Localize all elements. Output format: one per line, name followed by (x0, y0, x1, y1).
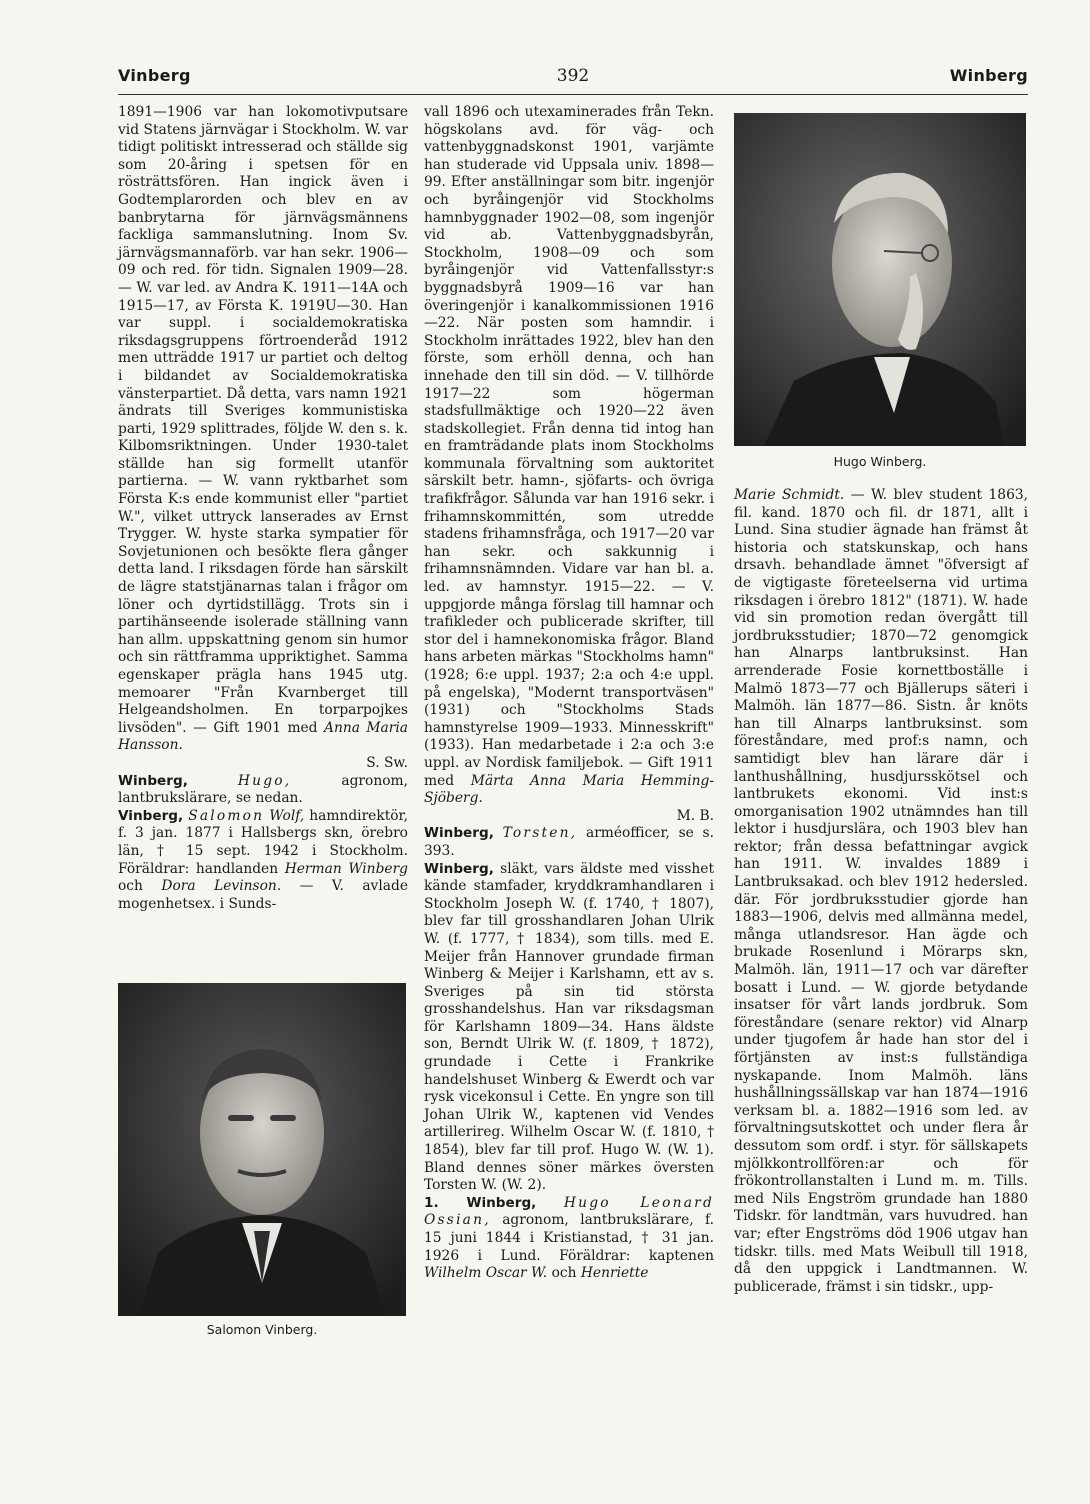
entry-winberg-family (424, 861, 714, 1195)
portrait-salomon-vinberg (118, 983, 406, 1316)
running-head-right: Winberg (949, 66, 1028, 85)
father-name: Wilhelm Oscar W. (424, 1265, 548, 1282)
entry-given-name: Hugo, (237, 772, 292, 789)
entry-headword: Winberg, (424, 860, 494, 877)
conjunction: och (118, 878, 143, 895)
entry-hugo-winberg (424, 1195, 714, 1283)
entry-text: hamndirektör, f. 3 jan. 1877 i Hallsbergs skn, örebro län, † 15 sept. 1942 i Stockholm. Föräldrar: handlanden (118, 807, 409, 877)
mother-name-end: Marie Schmidt. (734, 487, 845, 503)
mother-name: Henriette (580, 1265, 649, 1282)
entry-headword: Vinberg, (118, 807, 184, 824)
entry-given-name: Hugo Leonard Ossian, (424, 1194, 715, 1229)
spouse-name: Märta Anna Maria Hemming-Sjöberg. (424, 772, 714, 807)
entry-text: släkt, vars äldste med visshet kände stamfader, kryddkramhandlaren i Stockholm Joseph W. (f. 1740, † 1807), blev far till grosshandlaren Johan Ulrik W. (f. 1777, † 1834), som tills. med E. Meijer från Hannover grundade firman Winberg & Meijer i Karlshamn, ett av s. Sveriges på sin tid största grosshandelshus. Han var riksdagsman för Karlshamn 1809—34. Hans äldste son, Berndt Ulrik W. (f. 1809, † 1872), grundade i Cette i Frankrike handelshuset Winberg & Ewerdt och var rysk vicekonsul i Cette. En yngre son till Johan Ulrik W., kaptenen vid Vendes artillerireg. Wilhelm Oscar W. (f. 1810, † 1854), blev far till prof. Hugo W. (W. 1). Bland dennes söner märkes översten Torsten W. (W. 2). (424, 860, 714, 1194)
entry-headword: 1. Winberg, (424, 1194, 537, 1211)
entry-given-name: Salomon (188, 807, 265, 824)
author-signature: M. B. (676, 807, 714, 824)
paragraph-text: 1891—1906 var han lokomotivputsare vid Statens järnvägar i Stockholm. W. var tidigt politiskt intresserad och ställde sig som 20-åring i spetsen för en rösträttsfören. Han ingick även i Godtemplarorden och blev en av banbrytarna för järnvägsmännens fackliga sammanslutning. Inom Sv. järnvägsmannaförb. var han sekr. 1906—09 och red. för tidn. Signalen 1909—28. — W. var led. av Andra K. 1911—14A och 1915—17, av Första K. 1919U—30. Han var suppl. i socialdemokratiska riksdagsgruppens förtroenderåd 1912 men utträdde 1917 ur partiet och deltog i bildandet av Socialdemokratiska vänsterpartiet. Då detta, vars namn 1921 ändrats till Sveriges kommunistiska parti, 1929 splittrades, följde W. den s. k. Kilbomsriktningen. Under 1930-talet ställde han sig formellt utanför partierna. — W. vann ryktbarhet som Första K:s ende kommunist eller "partiet W.", vilket uttryck lanserades av Ernst Trygger. W. hyste starka sympatier för Sovjetunionen och besökte flera gånger detta land. I riksdagen förde han särskilt de lägre statstjänarnas talan i frågor om löner och dyrtidstillägg. Trots sin i partihänseende isolerade ställning vann han allm. uppskattning genom sin humor och sin rättframma uppriktighet. Samma egenskaper prägla hans 1945 utg. memoarer "Från Kvarnberget till Helgeandsholmen. En torparpojkes livsöden". — Gift 1901 med (118, 104, 408, 736)
page-header (118, 62, 1028, 92)
entry-text-tail: — V. avlade mogenhetsex. i Sunds- (118, 878, 408, 912)
spouse-name: Anna Maria Hansson. (118, 719, 409, 754)
conjunction: och (551, 1265, 577, 1282)
running-head-left: Vinberg (118, 66, 191, 85)
hugo-biography-continued (734, 487, 1028, 1296)
column-1 (118, 104, 408, 913)
salomon-biography-continued (424, 104, 714, 825)
entry-torsten-crossref (424, 825, 714, 860)
father-name: Herman Winberg (284, 860, 408, 877)
entry-given-name: Torsten, (502, 825, 578, 842)
vinberg-biography-end (118, 104, 408, 773)
paragraph-text: vall 1896 och utexaminerades från Tekn. högskolans avd. för väg- och vattenbyggnadskonst 1901, varjämte han studerade vid Uppsala univ. 1898—99. Efter anställningar som bitr. ingenjör och byråingenjör vid Stockholms hamnbyggnader 1902—08, som ingenjör vid ab. Vattenbyggnadsbyrån, Stockholm, 1908—09 och som byråingenjör vid Vattenfallsstyr:s byggnadsbyrå 1909—16 var han överingenjör i kanalkommissionen 1916—22. När posten som hamndir. i Stockholm inrättades 1922, blev han den förste, som erhöll denna, och han innehade den till sin död. — V. tillhörde 1917—22 som högerman stadsfullmäktige och 1920—22 även stadskollegiet. Från denna tid intog han en framträdande plats inom Stockholms kommunala förvaltning som auktoritet särskilt betr. hamn-, sjöfarts- och övriga trafikfrågor. Sålunda var han 1916 sekr. i frihamnskommittén, som utredde stadens frihamnsfråga, och 1917—20 var han sekr. och sakkunnig i frihamnsnämnden. Vidare var han bl. a. led. av hamnstyr. 1915—22. — V. uppgjorde många förslag till hamnar och trafikleder och publicerade skrifter, till stor del i hamnekonomiska frågor. Bland hans arbeten märkas "Stockholms hamn" (1928; 6:e uppl. 1937; 2:a och 4:e uppl. på engelska), "Modernt transportväsen" (1931) och "Stockholms Stads hamnstyrelse 1909—1933. Minnesskrift" (1933). Han medarbetade i 2:a och 3:e uppl. av Nordisk familjebok. — Gift 1911 med (424, 104, 714, 789)
author-signature: S. Sw. (366, 754, 408, 771)
entry-text: arméofficer, se s. 393. (424, 825, 714, 859)
entry-headword: Winberg, (424, 825, 494, 842)
column-3 (734, 487, 1028, 1296)
entry-middle-name: Wolf, (269, 807, 305, 824)
entry-hugo-crossref (118, 773, 408, 808)
photo-caption-salomon: Salomon Vinberg. (206, 1322, 318, 1337)
portrait-hugo-winberg (734, 113, 1026, 446)
entry-text: agronom, lantbrukslärare, f. 15 juni 1844 i Kristianstad, † 31 jan. 1926 i Lund. Föräldrar: kaptenen (424, 1212, 714, 1264)
entry-salomon (118, 808, 408, 914)
paragraph-text: — W. blev student 1863, fil. kand. 1870 och fil. dr 1871, allt i Lund. Sina studier ägnade han främst åt historia och statskunskap, och hans drsavh. behandlade ämnet "öfversigt af de vigtigaste företeelserna vid urtima riksdagen i örebro 1812" (1871). W. hade vid sin promotion redan övergått till jordbruksstudier; 1870—72 genomgick han Alnarps lantbruksinst. Han arrenderade Fosie kornettboställe i Malmö 1873—77 och Bjällerups säteri i Malmöh. län 1877—86. Sistn. år knöts han till Alnarps lantbruksinst. som föreståndare, med prof:s namn, och samtidigt blev han lärare där i lanthushållning, husdjursskötsel och lantbrukets ekonomi. Vid inst:s omorganisation 1902 utnämndes han till lektor i husdjurslära, och 1903 blev han rektor; från dessa befattningar avgick han 1911. W. invaldes 1889 i Lantbruksakad. och blev 1912 hedersled. där. För jordbruksstudier gjorde han 1883—1906, delvis med allmänna medel, många utlandsresor. Han ägde och brukade Rosenlund i Mörarps skn, Malmöh. län, 1911—17 och var därefter bosatt i Lund. — W. gjorde betydande insatser för vårt lands jordbruk. Som föreståndare (senare rektor) vid Alnarp under tjugofem år hade han stor del i förtjänsten av inst:s fullständiga nyskapande. Inom Malmöh. läns hushållningssällskap var han 1874—1916 verksam bl. a. 1882—1916 som led. av förvaltningsutskottet och under flera år dessutom som ordf. i styr. för sällskapets mjölkkontrollfören:ar och för frökontrollanstalten i Lund m. m. Tills. med Nils Engström grundade han 1880 Tidskr. för landtmän, vars huvudred. han var; efter Engströms död 1906 utgav han tidskr. tills. med Mats Weibull till 1918, då den uppgick i Landtmannen. W. publicerade, främst i sin tidskr., upp- (734, 487, 1029, 1295)
entry-text: agronom, lantbrukslärare, se nedan. (118, 772, 408, 807)
photo-caption-hugo: Hugo Winberg. (833, 454, 927, 469)
entry-headword: Winberg, (118, 772, 188, 789)
header-rule (118, 94, 1028, 95)
page-number: 392 (556, 66, 590, 86)
mother-name: Dora Levinson. (161, 878, 282, 895)
column-2 (424, 104, 714, 1283)
